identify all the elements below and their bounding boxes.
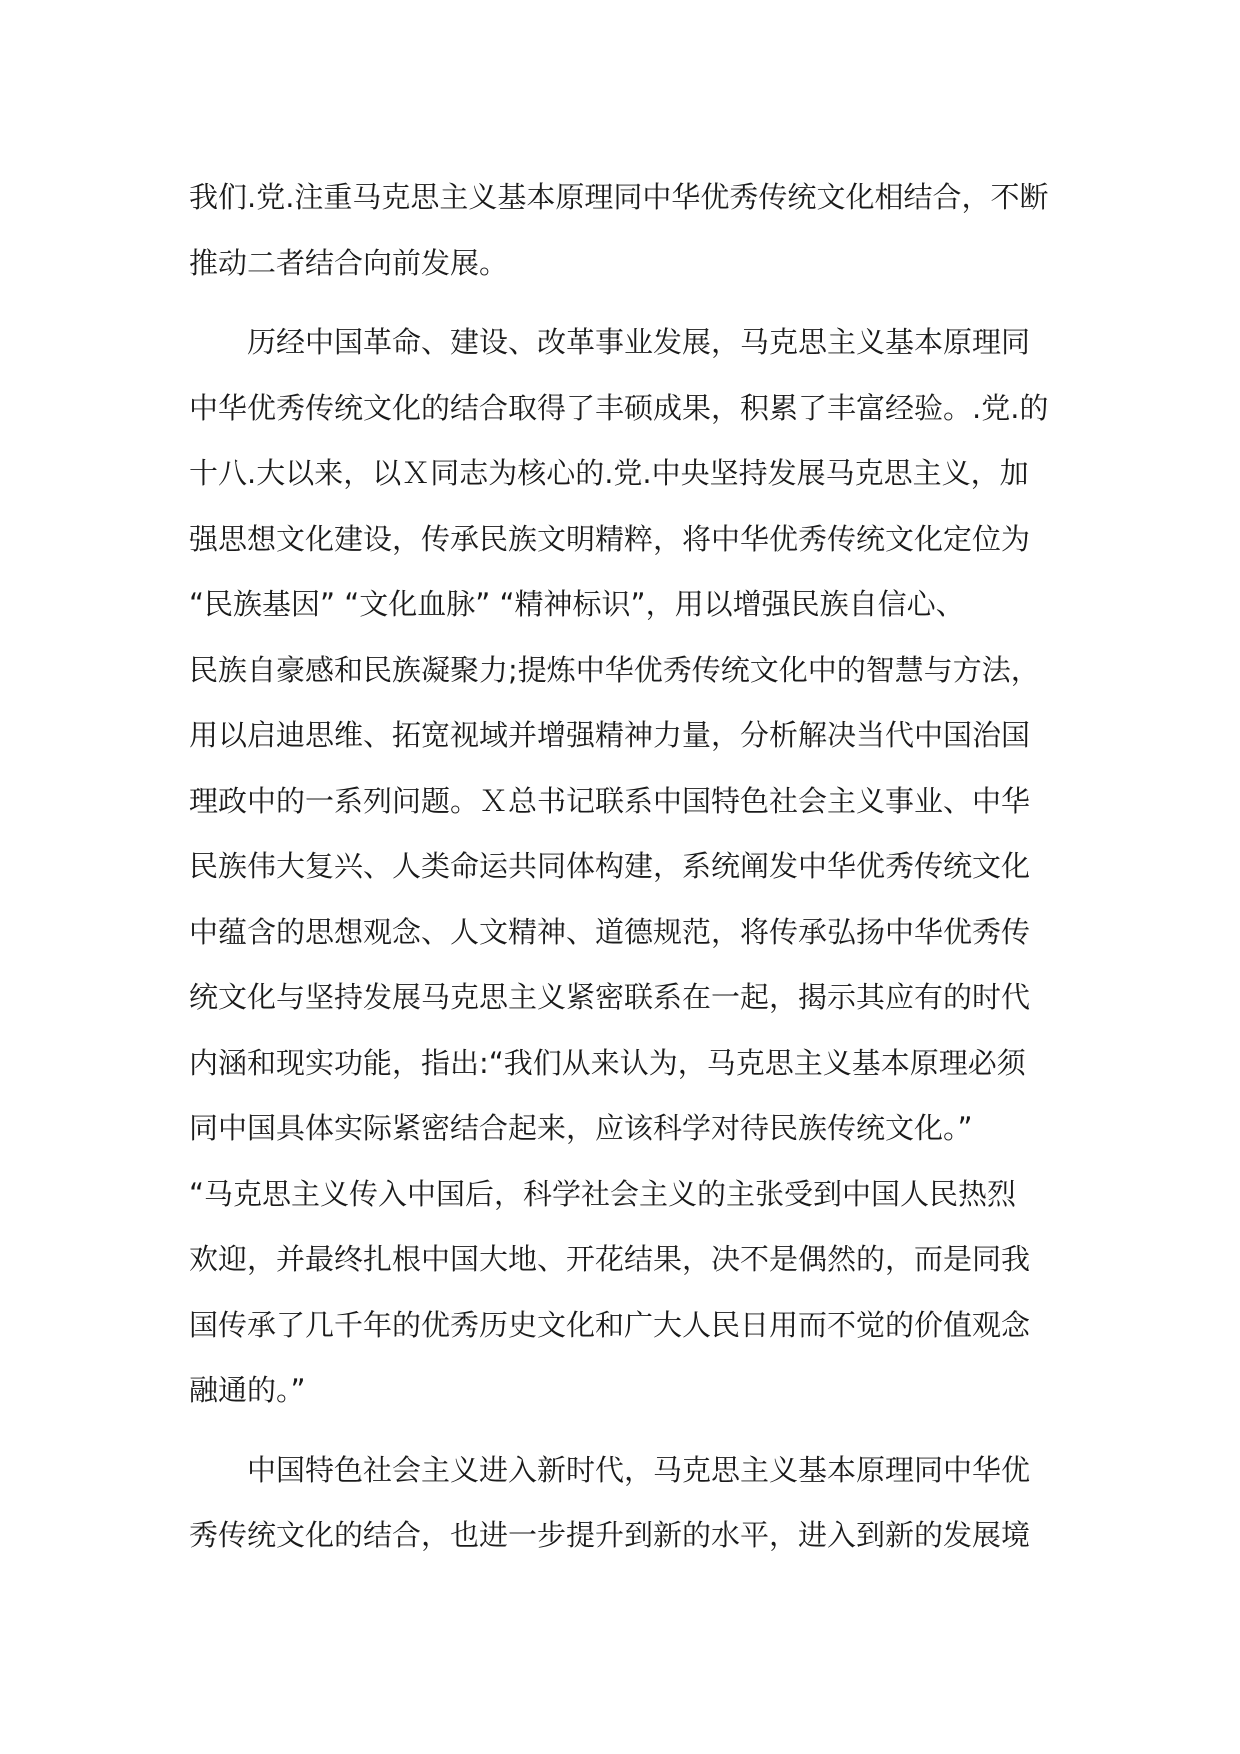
text-line: 民族自豪感和民族凝聚力;提炼中华优秀传统文化中的智慧与方法， xyxy=(189,652,1040,687)
text-line: 民族伟大复兴、人类命运共同体构建，系统阐发中华优秀传统文化 xyxy=(189,849,1031,883)
text-line: 十八.大以来，以Ｘ同志为核心的.党.中央坚持发展马克思主义，加 xyxy=(189,456,1029,490)
text-line: 同中国具体实际紧密结合起来，应该科学对待民族传统文化。” xyxy=(189,1111,973,1145)
text-line: 统文化与坚持发展马克思主义紧密联系在一起，揭示其应有的时代 xyxy=(189,980,1031,1014)
text-line: 秀传统文化的结合，也进一步提升到新的水平，进入到新的发展境 xyxy=(189,1518,1031,1552)
text-line: 国传承了几千年的优秀历史文化和广大人民日用而不觉的价值观念 xyxy=(189,1307,1031,1342)
text-line: 历经中国革命、建设、改革事业发展，马克思主义基本原理同 xyxy=(247,325,1031,359)
text-line: 推动二者结合向前发展。 xyxy=(189,245,509,280)
text-line: 我们.党.注重马克思主义基本原理同中华优秀传统文化相结合，不断 xyxy=(189,180,1049,214)
text-line: 中蕴含的思想观念、人文精神、道德规范，将传承弘扬中华优秀传 xyxy=(189,914,1031,949)
text-line: 理政中的一系列问题。Ｘ总书记联系中国特色社会主义事业、中华 xyxy=(189,783,1031,818)
text-line: 用以启迪思维、拓宽视域并增强精神力量，分析解决当代中国治国 xyxy=(189,718,1031,752)
text-line: 中华优秀传统文化的结合取得了丰硕成果，积累了丰富经验。.党.的 xyxy=(189,390,1049,425)
text-line: 强思想文化建设，传承民族文明精粹，将中华优秀传统文化定位为 xyxy=(189,521,1031,556)
text-line: “马克思主义传入中国后，科学社会主义的主张受到中国人民热烈 xyxy=(189,1176,1017,1211)
text-line: 欢迎，并最终扎根中国大地、开花结果，决不是偶然的，而是同我 xyxy=(189,1242,1031,1276)
text-line: 融通的。” xyxy=(189,1373,306,1407)
document-body xyxy=(189,165,1069,1569)
text-line: 内涵和现实功能，指出:“我们从来认为，马克思主义基本原理必须 xyxy=(189,1045,1026,1080)
text-line: “民族基因” “文化血脉” “精神标识”，用以增强民族自信心、 xyxy=(189,587,965,621)
text-line: 中国特色社会主义进入新时代，马克思主义基本原理同中华优 xyxy=(247,1452,1031,1487)
